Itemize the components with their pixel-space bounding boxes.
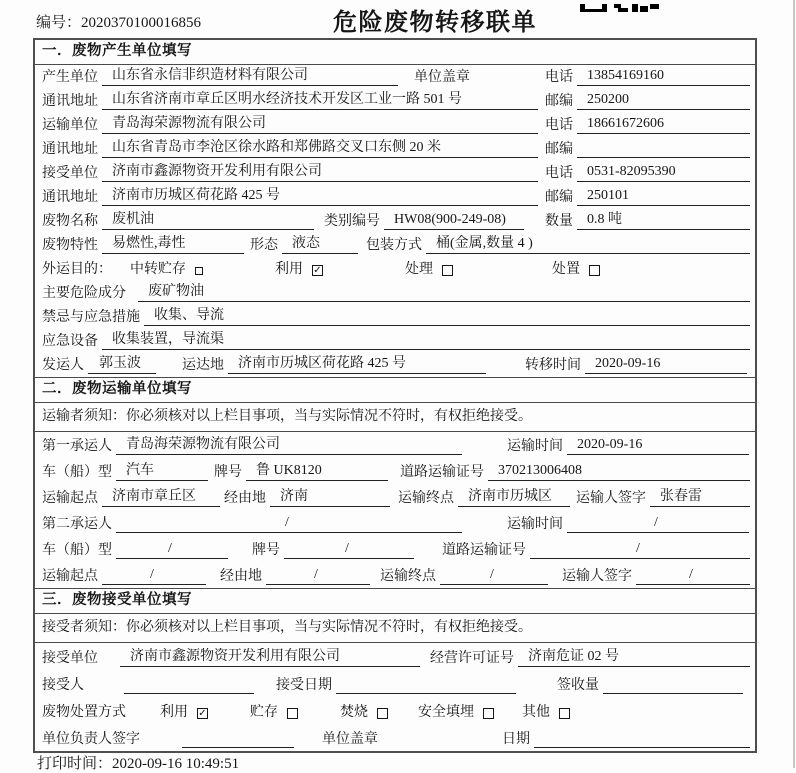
section-transporter-title: 二．废物运输单位填写	[35, 378, 755, 403]
waste-traits-label: 废物特性	[42, 238, 98, 253]
sign-date-value	[534, 730, 750, 748]
row-accepting-unit	[35, 643, 755, 670]
hazard-components-label: 主要危险成分	[42, 286, 126, 301]
signed-qty-label: 签收量	[557, 678, 599, 693]
qr-code-fragment	[580, 0, 660, 9]
receiver-phone-value: 0531-82095390	[577, 163, 750, 182]
checkbox-label: 中转贮存	[130, 262, 186, 277]
row-second-carrier	[35, 510, 755, 536]
checkbox-option	[250, 704, 298, 724]
plate-value: 鲁 UK8120	[246, 462, 388, 481]
emergency-equipment-label: 应急设备	[42, 334, 98, 349]
producer-address-label: 通讯地址	[42, 94, 98, 109]
plate-2-label: 牌号	[252, 543, 280, 558]
row-receiver-unit	[35, 161, 755, 185]
route-via-2-value: /	[266, 566, 370, 585]
waste-qty-value: 0.8 吨	[577, 211, 750, 230]
route-start-label: 运输起点	[42, 491, 98, 506]
route-end-label: 运输终点	[398, 491, 454, 506]
checkbox-label: 处理	[405, 262, 433, 277]
vehicle-type-2-label: 车（船）型	[42, 543, 112, 558]
transporter-zip-label: 邮编	[545, 142, 573, 157]
checkbox-option	[130, 261, 203, 281]
receiver-address-label: 通讯地址	[42, 190, 98, 205]
vehicle-type-label: 车（船）型	[42, 465, 112, 480]
waste-category-value: HW08(900-249-08)	[384, 211, 524, 230]
transporter-phone-value: 18661672606	[577, 115, 750, 134]
route-end-2-value: /	[440, 566, 548, 585]
accepter-label: 接受人	[42, 678, 84, 693]
road-license-2-value: /	[530, 540, 750, 559]
producer-zip-value: 250200	[577, 91, 750, 110]
carrier-sign-2-label: 运输人签字	[562, 569, 632, 584]
vehicle-type-value: 汽车	[116, 462, 208, 481]
route-start-value: 济南市章丘区	[102, 488, 220, 507]
row-producer-address	[35, 89, 755, 113]
transfer-purpose-label: 外运目的：	[42, 262, 112, 277]
checkbox-unchecked	[195, 267, 203, 275]
disposal-method-label: 废物处置方式	[42, 705, 126, 720]
checkbox-unchecked	[377, 708, 388, 719]
operating-license-label: 经营许可证号	[430, 651, 514, 666]
doc-number-label: 编号：	[36, 15, 82, 31]
producer-phone-label: 电话	[545, 70, 573, 85]
receiver-unit-value: 济南市鑫源物资开发利用有限公司	[102, 163, 538, 182]
road-license-2-label: 道路运输证号	[442, 543, 526, 558]
section-producer-title: 一．废物产生单位填写	[35, 40, 755, 65]
waste-name-label: 废物名称	[42, 214, 98, 229]
page-right-edge	[793, 0, 795, 768]
producer-address-value: 山东省济南市章丘区明水经济技术开发区工业一路 501 号	[102, 91, 538, 110]
qr-code-pixels	[580, 4, 660, 13]
section-receiver-title: 三．废物接受单位填写	[35, 589, 755, 614]
checkbox-unchecked	[287, 708, 298, 719]
checkbox-label: 其他	[522, 705, 550, 720]
route-via-label: 经由地	[224, 491, 266, 506]
row-first-carrier	[35, 432, 755, 458]
dispatcher-value: 郭玉波	[88, 355, 156, 374]
receiver-address-value: 济南市历城区荷花路 425 号	[102, 187, 538, 206]
waste-category-label: 类别编号	[324, 214, 380, 229]
producer-unit-value: 山东省永信非织造材料有限公司	[102, 67, 398, 86]
checkbox-label: 利用	[160, 705, 188, 720]
plate-2-value: /	[284, 540, 414, 559]
transport-time-value: 2020-09-16	[567, 436, 749, 455]
checkbox-unchecked	[559, 708, 570, 719]
row-producer-unit	[35, 65, 755, 89]
row-route-1	[35, 484, 755, 510]
destination-value: 济南市历城区荷花路 425 号	[228, 355, 486, 374]
first-carrier-value: 青岛海荣源物流有限公司	[116, 436, 462, 455]
page-title: 危险废物转移联单	[333, 10, 537, 36]
route-end-value: 济南市历城区	[458, 488, 570, 507]
checkbox-option	[522, 704, 570, 724]
vehicle-type-2-value: /	[116, 540, 228, 559]
emergency-equipment-value: 收集装置，导流渠	[102, 331, 750, 350]
waste-qty-label: 数量	[545, 214, 573, 229]
unit-stamp-2-label: 单位盖章	[322, 732, 378, 747]
accepter-value	[124, 676, 254, 694]
precautions-label: 禁忌与应急措施	[42, 310, 140, 325]
receiver-zip-value: 250101	[577, 187, 750, 206]
row-transporter-unit	[35, 113, 755, 137]
sign-date-label: 日期	[502, 732, 530, 747]
transport-time-label: 运输时间	[507, 439, 563, 454]
checkbox-checked: ✓	[198, 708, 207, 719]
transfer-time-value: 2020-09-16	[585, 355, 747, 374]
row-route-2	[35, 562, 755, 588]
road-license-value: 370213006408	[488, 462, 750, 481]
checkbox-option	[275, 261, 323, 281]
transporter-phone-label: 电话	[545, 118, 573, 133]
accept-date-value	[336, 676, 516, 694]
accepting-unit-label: 接受单位	[42, 651, 98, 666]
packing-label: 包装方式	[366, 238, 422, 253]
doc-number	[36, 11, 201, 32]
receiver-zip-label: 邮编	[545, 190, 573, 205]
row-acceptance	[35, 670, 755, 697]
route-start-2-value: /	[102, 566, 206, 585]
row-emergency-equipment	[35, 329, 755, 353]
plate-label: 牌号	[214, 465, 242, 480]
operating-license-value: 济南危证 02 号	[518, 648, 750, 667]
section-producer	[35, 40, 755, 377]
checkbox-label: 焚烧	[340, 705, 368, 720]
row-precautions	[35, 305, 755, 329]
transporter-unit-value: 青岛海荣源物流有限公司	[102, 115, 538, 134]
print-time-label: 打印时间：	[37, 756, 113, 772]
checkbox-label: 安全填埋	[418, 705, 474, 720]
route-end-2-label: 运输终点	[380, 569, 436, 584]
road-license-label: 道路运输证号	[400, 465, 484, 480]
route-via-value: 济南	[270, 488, 390, 507]
transport-time-2-value: /	[567, 514, 749, 533]
checkbox-label: 处置	[552, 262, 580, 277]
dispatcher-label: 发运人	[42, 358, 84, 373]
row-receiver-address	[35, 185, 755, 209]
packing-value: 桶(金属,数量 4 )	[426, 235, 750, 254]
second-carrier-value: /	[116, 514, 462, 533]
carrier-sign-value: 张春雷	[650, 488, 750, 507]
row-transfer-purpose	[35, 257, 755, 281]
checkbox-label: 贮存	[250, 705, 278, 720]
checkbox-option	[340, 704, 388, 724]
producer-unit-label: 产生单位	[42, 70, 98, 85]
route-start-2-label: 运输起点	[42, 569, 98, 584]
signed-qty-value	[603, 676, 743, 694]
accepting-unit-value: 济南市鑫源物资开发利用有限公司	[120, 648, 420, 667]
transporter-zip-value	[577, 140, 750, 158]
waste-traits-value: 易燃性,毒性	[102, 235, 244, 254]
destination-label: 运达地	[182, 358, 224, 373]
manifest-form	[33, 38, 757, 753]
carrier-sign-2-value: /	[636, 566, 750, 585]
receiver-unit-label: 接受单位	[42, 166, 98, 181]
row-waste-name	[35, 209, 755, 233]
responsible-sign-label: 单位负责人签字	[42, 732, 140, 747]
section-receiver	[35, 588, 755, 751]
checkbox-checked: ✓	[313, 265, 322, 276]
transporter-address-label: 通讯地址	[42, 142, 98, 157]
accept-date-label: 接受日期	[276, 678, 332, 693]
waste-form-value: 液态	[282, 235, 358, 254]
row-dispatch	[35, 353, 755, 377]
carrier-sign-label: 运输人签字	[576, 491, 646, 506]
route-via-2-label: 经由地	[220, 569, 262, 584]
checkbox-option	[405, 261, 453, 281]
row-vehicle-2	[35, 536, 755, 562]
second-carrier-label: 第二承运人	[42, 517, 112, 532]
checkbox-option	[418, 704, 494, 724]
checkbox-unchecked	[483, 708, 494, 719]
receiver-phone-label: 电话	[545, 166, 573, 181]
row-disposal-method	[35, 697, 755, 724]
checkbox-unchecked	[442, 265, 453, 276]
producer-zip-label: 邮编	[545, 94, 573, 109]
checkbox-option	[160, 704, 208, 724]
waste-name-value: 废机油	[102, 211, 314, 230]
doc-number-value: 2020370100016856	[81, 15, 202, 31]
responsible-sign-value	[182, 730, 294, 748]
transfer-time-label: 转移时间	[525, 358, 581, 373]
row-responsible-signature	[35, 724, 755, 751]
row-vehicle-1	[35, 458, 755, 484]
checkbox-unchecked	[589, 265, 600, 276]
row-transporter-address	[35, 137, 755, 161]
transporter-notice: 运输者须知：你必须核对以上栏目事项，当与实际情况不符时，有权拒绝接受。	[35, 403, 755, 432]
section-transporter	[35, 377, 755, 588]
producer-phone-value: 13854169160	[577, 67, 750, 86]
print-time	[37, 752, 239, 773]
checkbox-label: 利用	[275, 262, 303, 277]
transporter-address-value: 山东省青岛市李沧区徐水路和郑佛路交叉口东侧 20 米	[102, 139, 538, 158]
print-time-value: 2020-09-16 10:49:51	[112, 756, 240, 772]
row-hazard-components	[35, 281, 755, 305]
first-carrier-label: 第一承运人	[42, 439, 112, 454]
waste-form-label: 形态	[250, 238, 278, 253]
precautions-value: 收集、导流	[144, 307, 750, 326]
row-waste-traits	[35, 233, 755, 257]
unit-stamp-label: 单位盖章	[414, 70, 470, 85]
hazard-components-value: 废矿物油	[138, 283, 750, 302]
transport-time-2-label: 运输时间	[507, 517, 563, 532]
transporter-unit-label: 运输单位	[42, 118, 98, 133]
checkbox-option	[552, 261, 600, 281]
receiver-notice: 接受者须知：你必须核对以上栏目事项，当与实际情况不符时，有权拒绝接受。	[35, 614, 755, 643]
